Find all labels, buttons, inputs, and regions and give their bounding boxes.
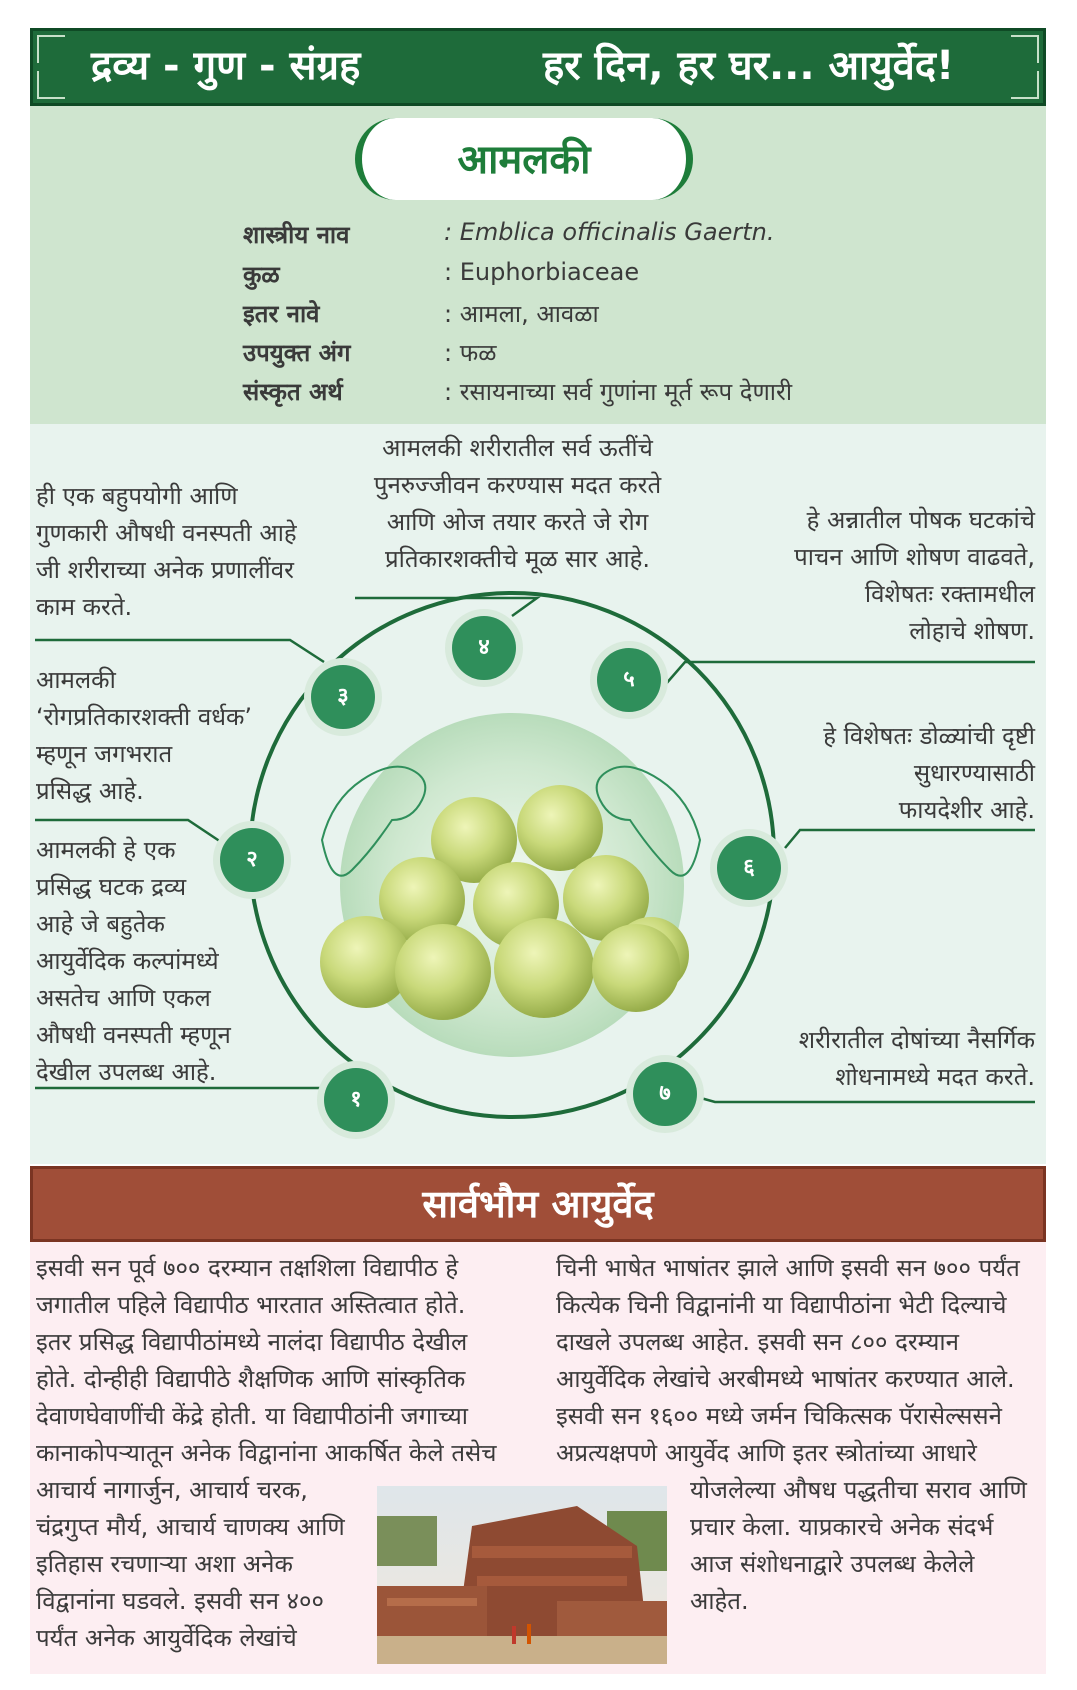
section-title: सार्वभौम आयुर्वेद [422, 1182, 654, 1226]
detail-value: : Euphorbiaceae [444, 258, 640, 286]
benefit-number-4: ४ [452, 616, 516, 680]
article-right-column-bottom: योजलेल्या औषध पद्धतीचा सराव आणि प्रचार केला. याप्रकारचे अनेक संदर्भ आज संशोधनाद्वारे उपलब्ध केलेले आहेत. [690, 1476, 1027, 1615]
detail-value: : Emblica officinalis Gaertn. [444, 218, 775, 246]
detail-label: कुळ [243, 261, 280, 289]
detail-label: इतर नावे [243, 300, 320, 328]
benefit-text-4: आमलकी शरीरातील सर्व ऊतींचे पुनरुज्जीवन करण्यास मदत करते आणि ओज तयार करते जे रोग प्रतिकारशक्तीचे मूळ सार आहे. [373, 434, 662, 573]
detail-value: : रसायनाच्या सर्व गुणांना मूर्त रूप देणारी [444, 378, 793, 406]
detail-value: : आमला, आवळा [444, 300, 599, 328]
article-left-column: इसवी सन पूर्व ७०० दरम्यान तक्षशिला विद्यापीठ हे जगातील पहिले विद्यापीठ भारतात अस्तित्वात होते. इतर प्रसिद्ध विद्यापीठांमध्ये नालंदा विद्यापीठ देखील होते. दोन्हीही विद्यापीठे शैक्षणिक आणि सांस्कृतिक देवाणघेवाणींची केंद्रे होती. या विद्यापीठांनी जगाच्या कानाकोपऱ्यातून अनेक विद्वानांना आकर्षित केले तसेच आचार्य नागार्जुन, आचार्य चरक, चंद्रगुप्त मौर्य, आचार्य चाणक्य आणि इतिहास रचणाऱ्या अशा अनेक विद्वानांना घडवले. इसवी सन ४०० पर्यंत अनेक आयुर्वेदिक लेखांचे [36, 1254, 497, 1652]
header-left-title: द्रव्य - गुण - संग्रह [91, 43, 361, 89]
article-right-column-top: चिनी भाषेत भाषांतर झाले आणि इसवी सन ७०० पर्यंत कित्येक चिनी विद्वानांनी या विद्यापीठांना भेटी दिल्याचे दाखले उपलब्ध आहेत. इसवी सन ८०० दरम्यान आयुर्वेदिक लेखांचे अरबीमध्ये भाषांतर करण्यात आले. इसवी सन १६०० मध्ये जर्मन चिकित्सक पॅरासेल्ससने अप्रत्यक्षपणे आयुर्वेद आणि इतर स्त्रोतांच्या आधारे [556, 1254, 1020, 1467]
benefit-text-7: शरीरातील दोषांच्या नैसर्गिक शोधनामध्ये मदत करते. [798, 1026, 1035, 1091]
benefit-number-5: ५ [597, 648, 661, 712]
benefit-number-3: ३ [311, 665, 375, 729]
detail-label: संस्कृत अर्थ [243, 378, 343, 406]
benefit-text-5: हे अन्नातील पोषक घटकांचे पाचन आणि शोषण वाढवते, विशेषतः रक्तामधील लोहाचे शोषण. [794, 506, 1035, 645]
nalanda-ruins-photo [377, 1486, 667, 1664]
benefit-text-1: ही एक बहुपयोगी आणि गुणकारी औषधी वनस्पती आहे जी शरीराच्या अनेक प्रणालींवर काम करते. [36, 482, 297, 621]
benefit-number-7: ७ [633, 1062, 697, 1126]
ruins-illustration [377, 1486, 667, 1664]
benefit-number-6: ६ [717, 836, 781, 900]
benefit-number-2: २ [220, 828, 284, 892]
benefit-text-2: आमलकी ‘रोगप्रतिकारशक्ती वर्धक’ म्हणून जगभरात प्रसिद्ध आहे. [36, 666, 253, 805]
detail-value: : फळ [444, 339, 497, 367]
plant-name: आमलकी [457, 137, 591, 183]
detail-label: शास्त्रीय नाव [243, 221, 350, 249]
header-right-title: हर दिन, हर घर... आयुर्वेद! [543, 43, 955, 89]
benefit-number-1: १ [324, 1068, 388, 1132]
benefit-text-6: हे विशेषतः डोळ्यांची दृष्टी सुधारण्यासाठी फायदेशीर आहे. [823, 722, 1035, 824]
detail-label: उपयुक्त अंग [243, 339, 351, 367]
benefit-text-3: आमलकी हे एक प्रसिद्ध घटक द्रव्य आहे जे बहुतेक आयुर्वेदिक कल्पांमध्ये असतेच आणि एकल औषधी वनस्पती म्हणून देखील उपलब्ध आहे. [36, 836, 231, 1086]
